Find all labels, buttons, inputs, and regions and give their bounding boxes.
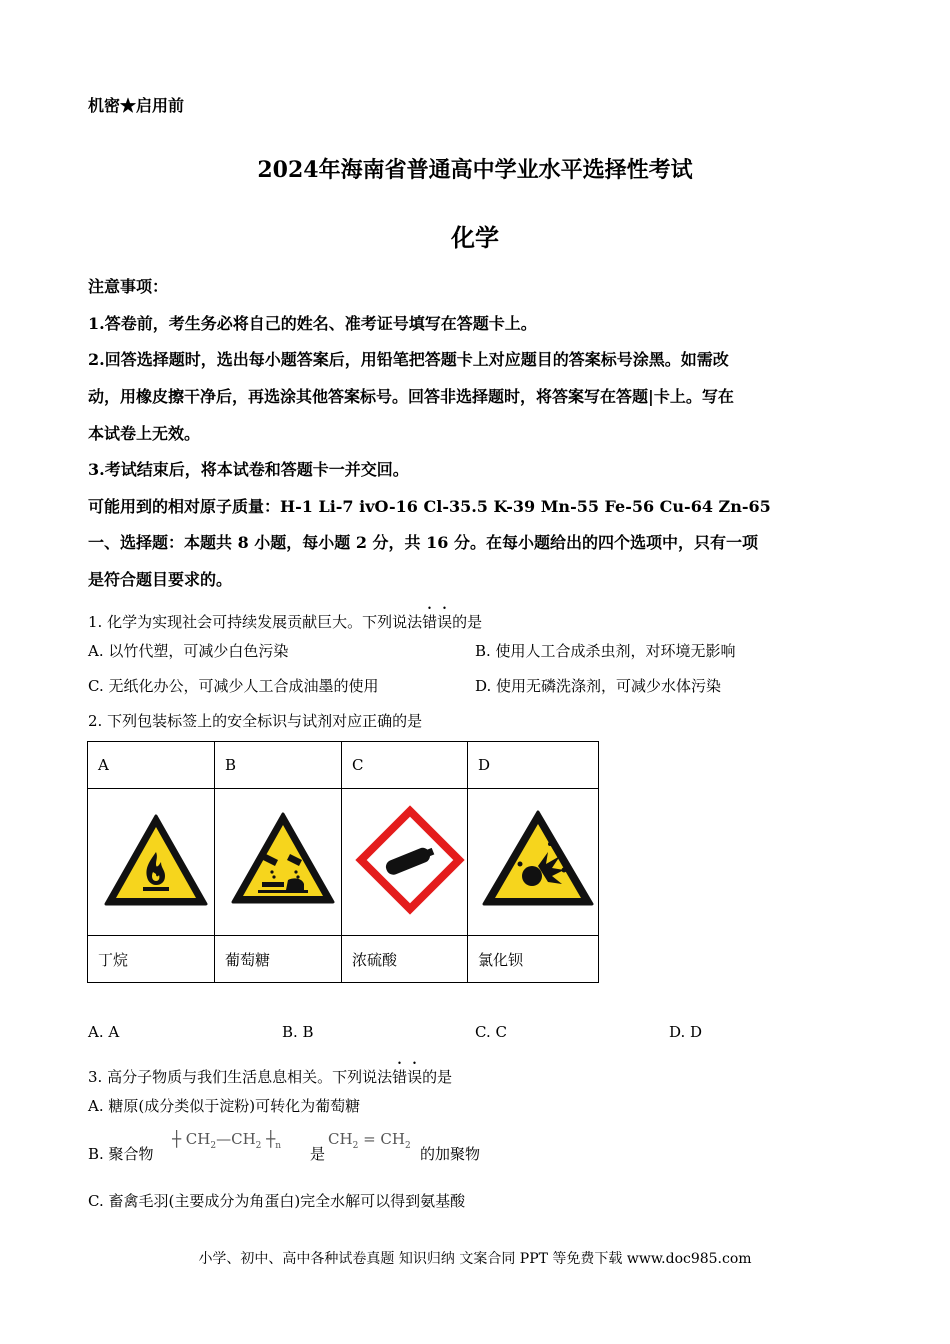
reagent-c: 浓硫酸 <box>342 936 468 983</box>
q3-option-b-label: B. 聚合物 <box>88 1145 154 1163</box>
sign-cell-c <box>342 789 468 936</box>
question-3-stem: 3. 高分子物质与我们生活息息相关。下列说法错误的是 <box>88 1068 453 1086</box>
compressed-gas-icon <box>355 805 465 915</box>
notes-heading: 注意事项： <box>88 277 169 296</box>
q3-option-b-suffix: 的加聚物 <box>420 1145 481 1163</box>
corrosive-icon <box>230 810 336 910</box>
section-1-line-2: 是符合题目要求的。 <box>88 570 233 589</box>
q3-option-a: A. 糖原(成分类似于淀粉)可转化为葡萄糖 <box>88 1097 361 1115</box>
q3-option-b-is: 是 <box>310 1145 326 1163</box>
q2-option-b: B. B <box>282 1023 314 1041</box>
q2-option-d: D. D <box>669 1023 703 1041</box>
flammable-icon <box>103 812 209 908</box>
reagent-b: 葡萄糖 <box>215 936 342 983</box>
subject-title: 化学 <box>451 223 499 252</box>
note-2-line-2: 动，用橡皮擦干净后，再选涂其他答案标号。回答非选择题时，将答案写在答题|卡上。写在 <box>88 387 734 406</box>
atomic-masses: 可能用到的相对原子质量：H-1 Li-7 ivO-16 Cl-35.5 K-39 Mn-55 Fe-56 Cu-64 Zn-65 <box>88 497 771 516</box>
page-footer: 小学、初中、高中各种试卷真题 知识归纳 文案合同 PPT 等免费下载 www.doc985.com <box>198 1251 752 1267</box>
q1-option-a: A. 以竹代塑，可减少白色污染 <box>88 642 289 660</box>
safety-label-table <box>87 741 599 983</box>
table-header-d: D <box>468 742 599 789</box>
note-2-line-3: 本试卷上无效。 <box>88 424 201 443</box>
polymer-formula: ┼ $CH_2—CH_2$ $┼_n$ <box>172 1130 281 1151</box>
exam-title: 2024年海南省普通高中学业水平选择性考试 <box>257 157 693 183</box>
note-2-line-1: 2.回答选择题时，选出每小题答案后，用铅笔把答题卡上对应题目的答案标号涂黑。如需改 <box>88 350 729 369</box>
sign-cell-a <box>88 789 215 936</box>
sign-cell-d <box>468 789 599 936</box>
sign-cell-b <box>215 789 342 936</box>
table-header-c: C <box>342 742 468 789</box>
q1-option-c: C. 无纸化办公，可减少人工合成油墨的使用 <box>88 677 379 695</box>
question-1-stem: 1. 化学为实现社会可持续发展贡献巨大。下列说法错误的是 <box>88 613 483 631</box>
monomer-formula: $CH_2 = CH_2$ <box>328 1130 411 1151</box>
explosive-icon <box>480 808 596 912</box>
note-1: 1.答卷前，考生务必将自己的姓名、准考证号填写在答题卡上。 <box>88 314 537 333</box>
table-header-a: A <box>88 742 215 789</box>
q1-option-b: B. 使用人工合成杀虫剂，对环境无影响 <box>475 642 736 660</box>
section-1-line-1: 一、选择题：本题共 8 小题，每小题 2 分，共 16 分。在每小题给出的四个选项中，只有一项 <box>88 533 758 552</box>
q3-option-c: C. 畜禽毛羽(主要成分为角蛋白)完全水解可以得到氨基酸 <box>88 1192 466 1210</box>
question-2-stem: 2. 下列包装标签上的安全标识与试剂对应正确的是 <box>88 712 423 730</box>
table-header-b: B <box>215 742 342 789</box>
q2-option-c: C. C <box>475 1023 507 1041</box>
confidential-label: 机密★启用前 <box>88 96 185 115</box>
reagent-a: 丁烷 <box>88 936 215 983</box>
reagent-d: 氯化钡 <box>468 936 599 983</box>
q2-option-a: A. A <box>88 1023 120 1041</box>
note-3: 3.考试结束后，将本试卷和答题卡一并交回。 <box>88 460 409 479</box>
q1-option-d: D. 使用无磷洗涤剂，可减少水体污染 <box>475 677 722 695</box>
